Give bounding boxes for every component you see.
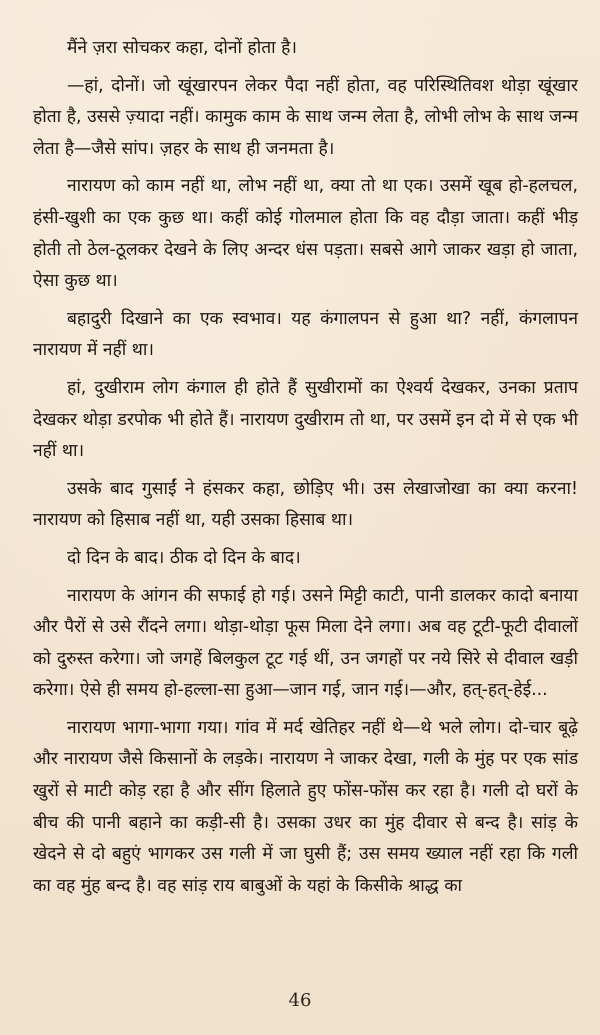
- paragraph: —हां, दोनों। जो खूंखारपन लेकर पैदा नहीं होता, वह परिस्थितिवश थोड़ा खूंखार होता है, उससे ज़्यादा नहीं। कामुक काम के साथ जन्म लेता है, लोभी लोभ के साथ जन्म लेता है—जैसे सांप। ज़हर के साथ ही जनमता है।: [33, 75, 578, 159]
- paragraph: दो दिन के बाद। ठीक दो दिन के बाद।: [67, 547, 301, 568]
- paragraph: नारायण के आंगन की सफाई हो गई। उसने मिट्टी काटी, पानी डालकर कादो बनाया और पैरों से उसे रौंदने लगा। थोड़ा-थोड़ा फूस मिला देने लगा। अब वह टूटी-फूटी दीवालों को दुरुस्त करेगा। जो जगहें बिलकुल टूट गई थीं, उन जगहों पर नये सिरे से दीवाल खड़ी करेगा। ऐसे ही समय हो-हल्ला-सा हुआ—जान गई, जान गई।—और, हत्-हत्-हेई...: [33, 585, 578, 701]
- paragraph: उसके बाद गुसाईं ने हंसकर कहा, छोड़िए भी। उस लेखाजोखा का क्या करना! नारायण को हिसाब नहीं था, यही उसका हिसाब था।: [33, 478, 578, 531]
- paragraph: मैंने ज़रा सोचकर कहा, दोनों होता है।: [67, 38, 298, 58]
- paragraph: बहादुरी दिखाने का एक स्वभाव। यह कंगालपन से हुआ था? नहीं, कंगलापन नारायण में नहीं था।: [33, 308, 578, 361]
- text-block: [33, 33, 578, 908]
- paragraph: नारायण को काम नहीं था, लोभ नहीं था, क्या तो था एक। उसमें खूब हो-हलचल, हंसी-खुशी का एक कुछ था। कहीं कोई गोलमाल होता कि वह दौड़ा जाता। कहीं भीड़ होती तो ठेल-ठूलकर देखने के लिए अन्दर धंस पड़ता। सबसे आगे जाकर खड़ा हो जाता, ऐसा कुछ था।: [33, 176, 578, 292]
- paragraph: हां, दुखीराम लोग कंगाल ही होते हैं सुखीरामों का ऐश्वर्य देखकर, उनका प्रताप देखकर थोड़ा डरपोक भी होते हैं। नारायण दुखीराम तो था, पर उसमें इन दो में से एक भी नहीं था।: [33, 377, 578, 462]
- paragraph: नारायण भागा-भागा गया। गांव में मर्द खेतिहर नहीं थे—थे भले लोग। दो-चार बूढ़े और नारायण जैसे किसानों के लड़के। नारायण ने जाकर देखा, गली के मुंह पर एक सांड खुरों से माटी कोड़ रहा है और सींग हिलाते हुए फोंस-फोंस कर रहा है। गली दो घरों के बीच की पानी बहाने का कड़ी-सी है। उसका उधर का मुंह दीवार से बन्द है। सांड़ के खेदने से दो बहुएं भागकर उस गली में जा घुसी हैं; उस समय ख्याल नहीं रहा कि गली का वह मुंह बन्द है। वह सांड़ राय बाबुओं के यहां के किसीके श्राद्ध का: [33, 717, 578, 896]
- page-number: 46: [288, 990, 312, 1011]
